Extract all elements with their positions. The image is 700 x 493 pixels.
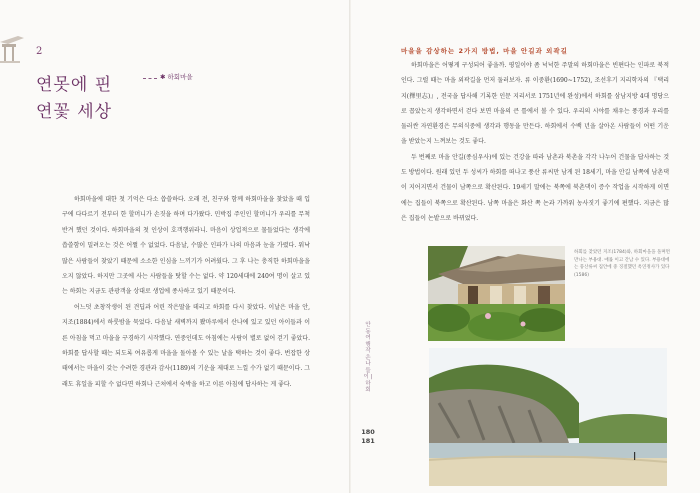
left-body-text	[62, 192, 310, 392]
section-heading: 마을을 감상하는 2가지 방법, 마을 안길과 외곽길	[401, 47, 568, 55]
left-paragraph-2: 어느덧 초창작생이 된 견딥과 어린 작은딸을 데리고 하회를 다시 찾았다. 이날은 마을 안, 지조(1884)에서 하룻밤을 묵었다. 다음날 새벽까지 봤마루에서 산나에 있고 있던 아이들과 이른 아침을 먹고 마을을 구경하기 시작했다. 연중인데도 아침에는 사람이 별로 없어 걷기 좋았다. 하회를 답사할 때는 되도록 여유롭게 마을을 돌아볼 수 있는 날을 택하는 것이 좋다. 번잡한 상태에서는 마을이 갖는 수려한 경관과 감사(1189)의 기운을 제대로 느낄 수가 없기 때문이다. 그래도 휴일을 피할 수 없다면 하회나 근처에서 숙박을 하고 이른 아침에 답사하는 게 좋다.	[62, 303, 310, 388]
photo-caption: 하회를 찾았던 지조(1784)와, 하회마을을 돌며면 만나는 부용대. 애률 이고 간남 수 있다. 부용대에는 풍산류씨 집안에 중 징절했던 옥연정사가 있다(1586)	[574, 250, 671, 278]
hanok-house-photo	[428, 246, 565, 341]
chapter-number: 2	[36, 46, 43, 57]
subtitle-rule	[143, 78, 157, 79]
right-paragraph-2: 두 번째로 마을 안길(종심우사)에 있는 건강을 따라 남촌과 북촌을 각각 나누어 건물을 답사하는 것도 방법이다. 원래 있던 두 성씨가 하회를 떠나고 풍산 류씨만 남게 된 18세기, 마을 안길 남쪽에 남촌댁이 지어지면서 건물이 남쪽으로 확산된다. 19세기 말에는 북쪽에 북촌댁이 증수 작업을 시작하게 이면에는 집들이 북쪽으로 확산된다. 남쪽 마을은 화산 쪽 논과 가까워 농사짓기 좋기에 편했다. 지금은 많은 집들이 논밭으로 바뀌었다.	[401, 153, 670, 222]
chapter-title-line-1: 연못에 핀	[36, 75, 113, 95]
page-numbers	[356, 428, 380, 446]
river-cliff-photo	[429, 348, 667, 486]
right-body-text	[401, 58, 669, 226]
running-title: 안동여행 작은 나들이 | 하회	[363, 322, 373, 393]
left-paragraph-1: 하회마을에 대한 첫 기억은 다소 씁쓸하다. 오래 전, 친구와 함께 하회마을을 찾았을 때 입구에 다다르기 전부터 한 할머니가 손짓을 하며 다가왔다. 민박집 주인인 할머니가 우리를 무척 반겨 했던 것이다. 하회마을의 첫 인상이 호객행위라니. 마음이 상업적으로 물들었다는 생각에 씁쓸함이 밀려오는 것은 어쩔 수 없었다. 다음날, 수많은 인파가 나의 마음과 눈을 가렸다. 워낙 많은 사람들이 찾았기 때문에 소소한 인심을 느끼기가 어려웠다. 그 후 나는 충직한 하회마을을 오지 않았다. 하지만 그곳에 사는 사람들을 탓할 수는 없다. 약 120세대에 240여 명이 살고 있는 하회는 지금도 관광객을 상대로 생업에 종사하고 있기 때문이다.	[62, 196, 310, 296]
page-gutter	[349, 0, 351, 493]
right-paragraph-1: 하회마을은 어떻게 구성되어 좋을까. 평일이야 좀 넉넉한 주말의 하회마을은 빈편다는 인파로 북적인다. 그럴 때는 마을 외곽길을 먼저 둘러보자. 류 이중환(1690~1752), 조선후기 지리학자의 『택리지(擇里志)』, 전국을 답사해 기록한 인문 지리서로 1751년에 완성)에서 하회를 삼남지방 4대 명당으로 꼽았는지 생각하면서 걷다 보면 마을의 큰 틀에서 볼 수 있다. 우리의 시야를 채우는 풍경과 우리를 둘러싼 자연환경은 무의식중에 생각과 행동을 만든다. 하회에서 수백 년을 살아온 사람들이 어떤 기운을 받았는지 느껴보는 것도 좋다.	[401, 62, 669, 146]
chapter-title	[36, 72, 112, 126]
hanok-roof-ornament	[0, 30, 24, 70]
page-number-left: 180	[361, 428, 375, 436]
chapter-title-line-2: 연꽃 세상	[36, 102, 113, 122]
page-number-right: 181	[361, 437, 375, 445]
chapter-subtitle: ✱ 하회마을	[160, 73, 193, 81]
